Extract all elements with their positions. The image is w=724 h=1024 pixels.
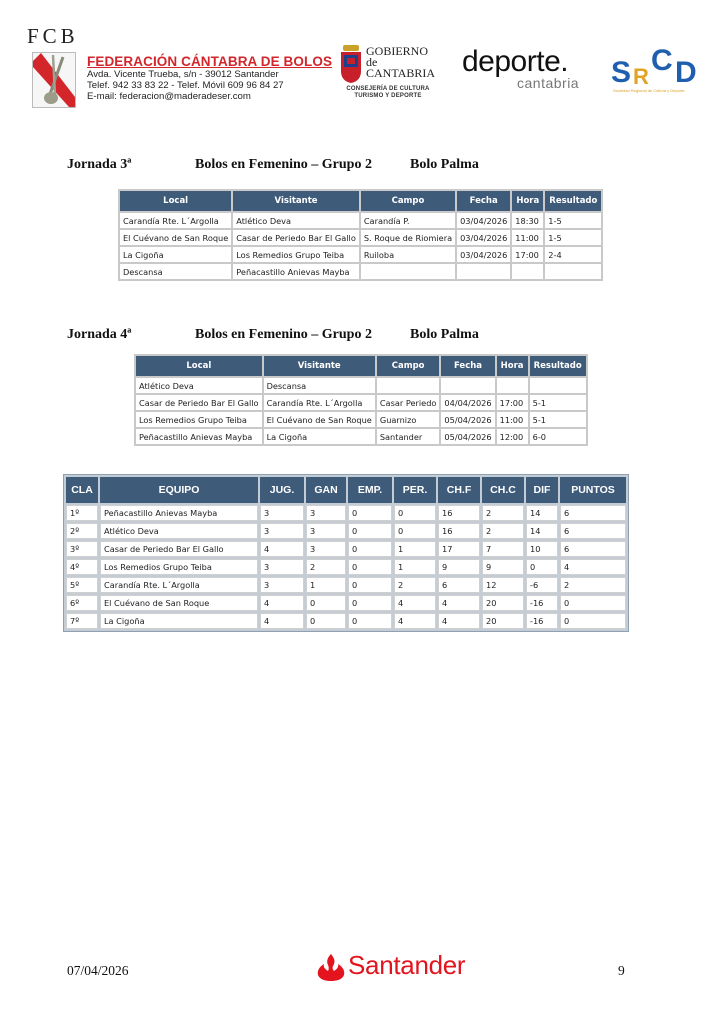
table-cell: La Cigoña xyxy=(120,247,231,262)
table-cell: 3 xyxy=(260,505,304,521)
table-cell xyxy=(377,378,440,393)
table-cell: 17 xyxy=(438,541,480,557)
table-cell: 2 xyxy=(560,577,626,593)
gobierno-line1: GOBIERNO xyxy=(366,44,428,58)
table-cell: 9 xyxy=(482,559,524,575)
table-cell: 0 xyxy=(394,505,436,521)
table-cell: Atlético Deva xyxy=(136,378,262,393)
table-cell xyxy=(441,378,494,393)
federation-info xyxy=(87,54,332,102)
table-cell: 1 xyxy=(394,559,436,575)
table-cell: 2 xyxy=(306,559,346,575)
table-cell: 6-0 xyxy=(530,429,586,444)
table-cell: La Cigoña xyxy=(264,429,375,444)
jornada4-label: Jornada 4ª xyxy=(67,327,132,342)
table-cell: 12 xyxy=(482,577,524,593)
col-jug: JUG. xyxy=(260,477,304,503)
col-local: Local xyxy=(136,356,262,376)
col-gan: GAN xyxy=(306,477,346,503)
table-cell: 04/04/2026 xyxy=(441,395,494,410)
table-cell: Casar Periedo xyxy=(377,395,440,410)
srcd-letter-c: C xyxy=(651,44,673,77)
santander-logo xyxy=(316,950,486,982)
srcd-letter-s: S xyxy=(611,56,632,88)
table-row xyxy=(66,613,626,629)
table-cell: 1-5 xyxy=(545,230,601,245)
table-cell: 16 xyxy=(438,523,480,539)
table-cell: 0 xyxy=(306,595,346,611)
table-row xyxy=(120,264,601,279)
table-cell: Santander xyxy=(377,429,440,444)
page-number: 9 xyxy=(618,963,625,978)
table-cell: El Cuévano de San Roque xyxy=(264,412,375,427)
table-cell: 05/04/2026 xyxy=(441,429,494,444)
table-row xyxy=(120,213,601,228)
col-resultado: Resultado xyxy=(545,191,601,211)
table-cell xyxy=(361,264,455,279)
table-cell: 16 xyxy=(438,505,480,521)
table-cell: Descansa xyxy=(264,378,375,393)
table-row xyxy=(120,247,601,262)
table-cell: Los Remedios Grupo Teiba xyxy=(136,412,262,427)
table-cell: Casar de Periedo Bar El Gallo xyxy=(136,395,262,410)
fcb-logo xyxy=(27,24,77,108)
col-visitante: Visitante xyxy=(233,191,359,211)
federation-phones: Telef. 942 33 83 22 - Telef. Móvil 609 96 84 27 xyxy=(87,80,284,91)
table-cell xyxy=(457,264,510,279)
table-header-row xyxy=(136,356,586,376)
col-fecha: Fecha xyxy=(441,356,494,376)
table-cell: 0 xyxy=(348,559,392,575)
table-cell: S. Roque de Riomiera xyxy=(361,230,455,245)
col-dif: DIF xyxy=(526,477,558,503)
gobierno-text xyxy=(366,46,435,79)
table-cell: 2 xyxy=(482,505,524,521)
table-cell: 12:00 xyxy=(497,429,528,444)
table-cell: El Cuévano de San Roque xyxy=(100,595,258,611)
cantabria-crest-icon xyxy=(340,45,362,83)
table-cell: 2 xyxy=(482,523,524,539)
srcd-logo-icon xyxy=(609,44,709,88)
table-cell: Ruiloba xyxy=(361,247,455,262)
table-cell: 1º xyxy=(66,505,98,521)
col-hora: Hora xyxy=(512,191,543,211)
gobierno-subtitle xyxy=(338,86,438,99)
table-cell: 4 xyxy=(260,595,304,611)
col-local: Local xyxy=(120,191,231,211)
srcd-logo xyxy=(609,44,709,96)
table-cell: 4 xyxy=(438,595,480,611)
table-cell: -16 xyxy=(526,595,558,611)
table-cell: 03/04/2026 xyxy=(457,213,510,228)
col-emp: EMP. xyxy=(348,477,392,503)
table-cell: 3 xyxy=(260,523,304,539)
table-cell: 14 xyxy=(526,505,558,521)
footer-date: 07/04/2026 xyxy=(67,963,129,978)
table-cell: 20 xyxy=(482,613,524,629)
jornada4-modality: Bolo Palma xyxy=(410,327,479,342)
table-cell: Guarnizo xyxy=(377,412,440,427)
table-cell: 20 xyxy=(482,595,524,611)
table-cell: 11:00 xyxy=(512,230,543,245)
table-cell: 2 xyxy=(394,577,436,593)
table-cell: 0 xyxy=(348,505,392,521)
table-cell: El Cuévano de San Roque xyxy=(120,230,231,245)
table-cell: Atlético Deva xyxy=(100,523,258,539)
table-cell: 3 xyxy=(306,505,346,521)
jornada3-label: Jornada 3ª xyxy=(67,157,132,172)
federation-address: Avda. Vicente Trueba, s/n - 39012 Santander xyxy=(87,69,279,80)
col-fecha: Fecha xyxy=(457,191,510,211)
gobierno-line2: de xyxy=(366,55,378,69)
table-cell: 17:00 xyxy=(497,395,528,410)
table-cell: Peñacastillo Anievas Mayba xyxy=(136,429,262,444)
table-cell: Descansa xyxy=(120,264,231,279)
col-per: PER. xyxy=(394,477,436,503)
jornada3-table xyxy=(118,189,603,281)
table-cell: 5-1 xyxy=(530,395,586,410)
gobierno-sub2: TURISMO Y DEPORTE xyxy=(354,92,422,99)
table-cell: 1 xyxy=(306,577,346,593)
table-row xyxy=(66,505,626,521)
table-row xyxy=(120,230,601,245)
table-cell: 4 xyxy=(394,595,436,611)
table-row xyxy=(136,395,586,410)
table-row xyxy=(66,595,626,611)
table-cell: 4 xyxy=(394,613,436,629)
col-hora: Hora xyxy=(497,356,528,376)
gobierno-sub1: CONSEJERÍA DE CULTURA xyxy=(346,86,430,92)
table-header-row xyxy=(120,191,601,211)
table-cell: 4 xyxy=(438,613,480,629)
col-visitante: Visitante xyxy=(264,356,375,376)
srcd-letter-d: D xyxy=(675,56,697,88)
table-cell: Atlético Deva xyxy=(233,213,359,228)
table-cell: 03/04/2026 xyxy=(457,230,510,245)
table-cell: 6 xyxy=(560,541,626,557)
table-cell: Los Remedios Grupo Teiba xyxy=(100,559,258,575)
table-cell xyxy=(545,264,601,279)
table-cell: 0 xyxy=(560,613,626,629)
table-cell: 6 xyxy=(560,523,626,539)
table-cell: Los Remedios Grupo Teiba xyxy=(233,247,359,262)
table-cell: 14 xyxy=(526,523,558,539)
table-cell: 4º xyxy=(66,559,98,575)
table-cell: 7 xyxy=(482,541,524,557)
table-cell: Peñacastillo Anievas Mayba xyxy=(100,505,258,521)
table-cell: 0 xyxy=(348,541,392,557)
table-cell: 4 xyxy=(260,613,304,629)
deporte-sub-text: cantabria xyxy=(517,75,580,91)
table-cell xyxy=(497,378,528,393)
table-row xyxy=(136,412,586,427)
deporte-cantabria-logo xyxy=(462,45,592,93)
jornada3-modality: Bolo Palma xyxy=(410,157,479,172)
table-cell: 18:30 xyxy=(512,213,543,228)
table-cell: 7º xyxy=(66,613,98,629)
col-equipo: EQUIPO xyxy=(100,477,258,503)
table-cell: Carandía P. xyxy=(361,213,455,228)
table-cell: 05/04/2026 xyxy=(441,412,494,427)
fcb-letters: FCB xyxy=(27,24,79,48)
table-cell: 6º xyxy=(66,595,98,611)
classification-table xyxy=(63,474,629,632)
table-cell: 4 xyxy=(260,541,304,557)
col-resultado: Resultado xyxy=(530,356,586,376)
table-cell: 6 xyxy=(438,577,480,593)
table-cell: La Cigoña xyxy=(100,613,258,629)
table-header-row xyxy=(66,477,626,503)
table-cell: 03/04/2026 xyxy=(457,247,510,262)
srcd-letter-r: R xyxy=(633,64,649,88)
table-cell: 0 xyxy=(306,613,346,629)
col-cla: CLA xyxy=(66,477,98,503)
table-cell: 1-5 xyxy=(545,213,601,228)
jornada3-category: Bolos en Femenino – Grupo 2 xyxy=(195,157,372,172)
table-cell: Carandía Rte. L´Argolla xyxy=(120,213,231,228)
table-cell: 1 xyxy=(394,541,436,557)
col-chf: CH.F xyxy=(438,477,480,503)
table-cell: 0 xyxy=(560,595,626,611)
federation-email: E-mail: federacion@maderadeser.com xyxy=(87,91,251,102)
srcd-subtitle: Sociedad Regional de Cultura y Deporte xyxy=(613,88,685,93)
table-cell: 3 xyxy=(306,541,346,557)
table-cell: 2-4 xyxy=(545,247,601,262)
table-cell: Peñacastillo Anievas Mayba xyxy=(233,264,359,279)
table-cell: 17:00 xyxy=(512,247,543,262)
table-cell: -6 xyxy=(526,577,558,593)
jornada4-table xyxy=(134,354,588,446)
table-cell: 0 xyxy=(348,523,392,539)
jornada4-category: Bolos en Femenino – Grupo 2 xyxy=(195,327,372,342)
table-cell: 0 xyxy=(348,613,392,629)
col-chc: CH.C xyxy=(482,477,524,503)
table-row xyxy=(136,429,586,444)
gobierno-cantabria-logo xyxy=(338,43,438,99)
table-row xyxy=(136,378,586,393)
federation-title: FEDERACIÓN CÁNTABRA DE BOLOS xyxy=(87,54,333,69)
santander-wordmark: Santander xyxy=(348,950,466,980)
table-cell: Carandía Rte. L´Argolla xyxy=(264,395,375,410)
table-cell: 4 xyxy=(560,559,626,575)
table-row xyxy=(66,577,626,593)
table-cell: 0 xyxy=(526,559,558,575)
table-cell: 0 xyxy=(348,595,392,611)
col-campo: Campo xyxy=(361,191,455,211)
table-cell: Casar de Periedo Bar El Gallo xyxy=(100,541,258,557)
table-cell: Casar de Periedo Bar El Gallo xyxy=(233,230,359,245)
santander-flame-icon xyxy=(316,952,346,982)
table-cell: -16 xyxy=(526,613,558,629)
table-row xyxy=(66,541,626,557)
table-cell: 0 xyxy=(348,577,392,593)
table-row xyxy=(66,559,626,575)
col-campo: Campo xyxy=(377,356,440,376)
table-cell: 11:00 xyxy=(497,412,528,427)
table-cell: 0 xyxy=(394,523,436,539)
table-cell: 9 xyxy=(438,559,480,575)
table-cell: 3 xyxy=(260,577,304,593)
table-row xyxy=(66,523,626,539)
col-puntos: PUNTOS xyxy=(560,477,626,503)
table-cell: 10 xyxy=(526,541,558,557)
fcb-shield-icon xyxy=(32,52,76,108)
deporte-main-text: deporte. xyxy=(462,45,569,78)
table-cell: 2º xyxy=(66,523,98,539)
table-cell: 3 xyxy=(306,523,346,539)
table-cell: 3º xyxy=(66,541,98,557)
table-cell: Carandía Rte. L´Argolla xyxy=(100,577,258,593)
gobierno-line3: CANTABRIA xyxy=(366,66,436,80)
table-cell: 5-1 xyxy=(530,412,586,427)
table-cell xyxy=(512,264,543,279)
table-cell xyxy=(530,378,586,393)
table-cell: 5º xyxy=(66,577,98,593)
table-cell: 3 xyxy=(260,559,304,575)
table-cell: 6 xyxy=(560,505,626,521)
